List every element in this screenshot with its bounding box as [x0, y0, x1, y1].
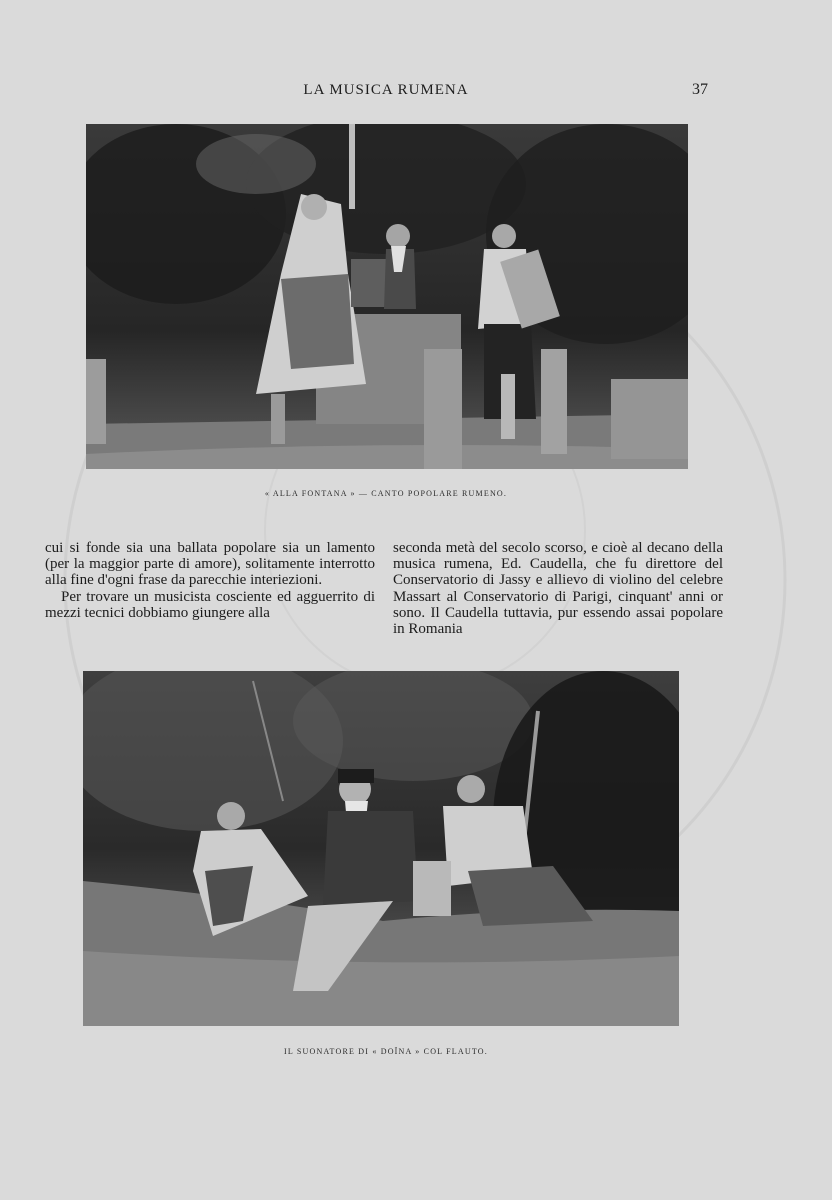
paragraph: seconda metà del secolo scorso, e cioè al decano della musica rumena, Ed. Caudella, che fu direttore del Conservatorio di Jassy e allievo di violino del celebre Massart al Conservatorio di Parigi, cinquant' anni or sono. Il Caudella tuttavia, pur essendo assai popolare in Romania [393, 540, 723, 638]
photo-women-at-well-icon [86, 124, 688, 469]
running-title: LA MUSICA RUMENA [303, 82, 469, 98]
paragraph: cui si fonde sia una ballata popolare sia un lamento (per la maggior parte di amore), solitamente interrotto alla fine d'ogni frase da parecchie interiezioni. [45, 540, 375, 589]
page-number: 37 [692, 81, 708, 98]
caption-top: « ALLA FONTANA » — CANTO POPOLARE RUMENO. [264, 489, 508, 498]
photo-women-at-well [86, 124, 688, 469]
photo-flute-player-icon [83, 671, 679, 1026]
running-head [0, 80, 832, 102]
text-column-left [45, 540, 375, 621]
caption-bottom: IL SUONATORE DI « DOÏNA » COL FLAUTO. [284, 1047, 488, 1056]
paragraph: Per trovare un musicista cosciente ed agguerrito di mezzi tecnici dobbiamo giungere alla [45, 588, 375, 621]
photo-flute-player [83, 671, 679, 1026]
text-column-right [393, 540, 723, 637]
